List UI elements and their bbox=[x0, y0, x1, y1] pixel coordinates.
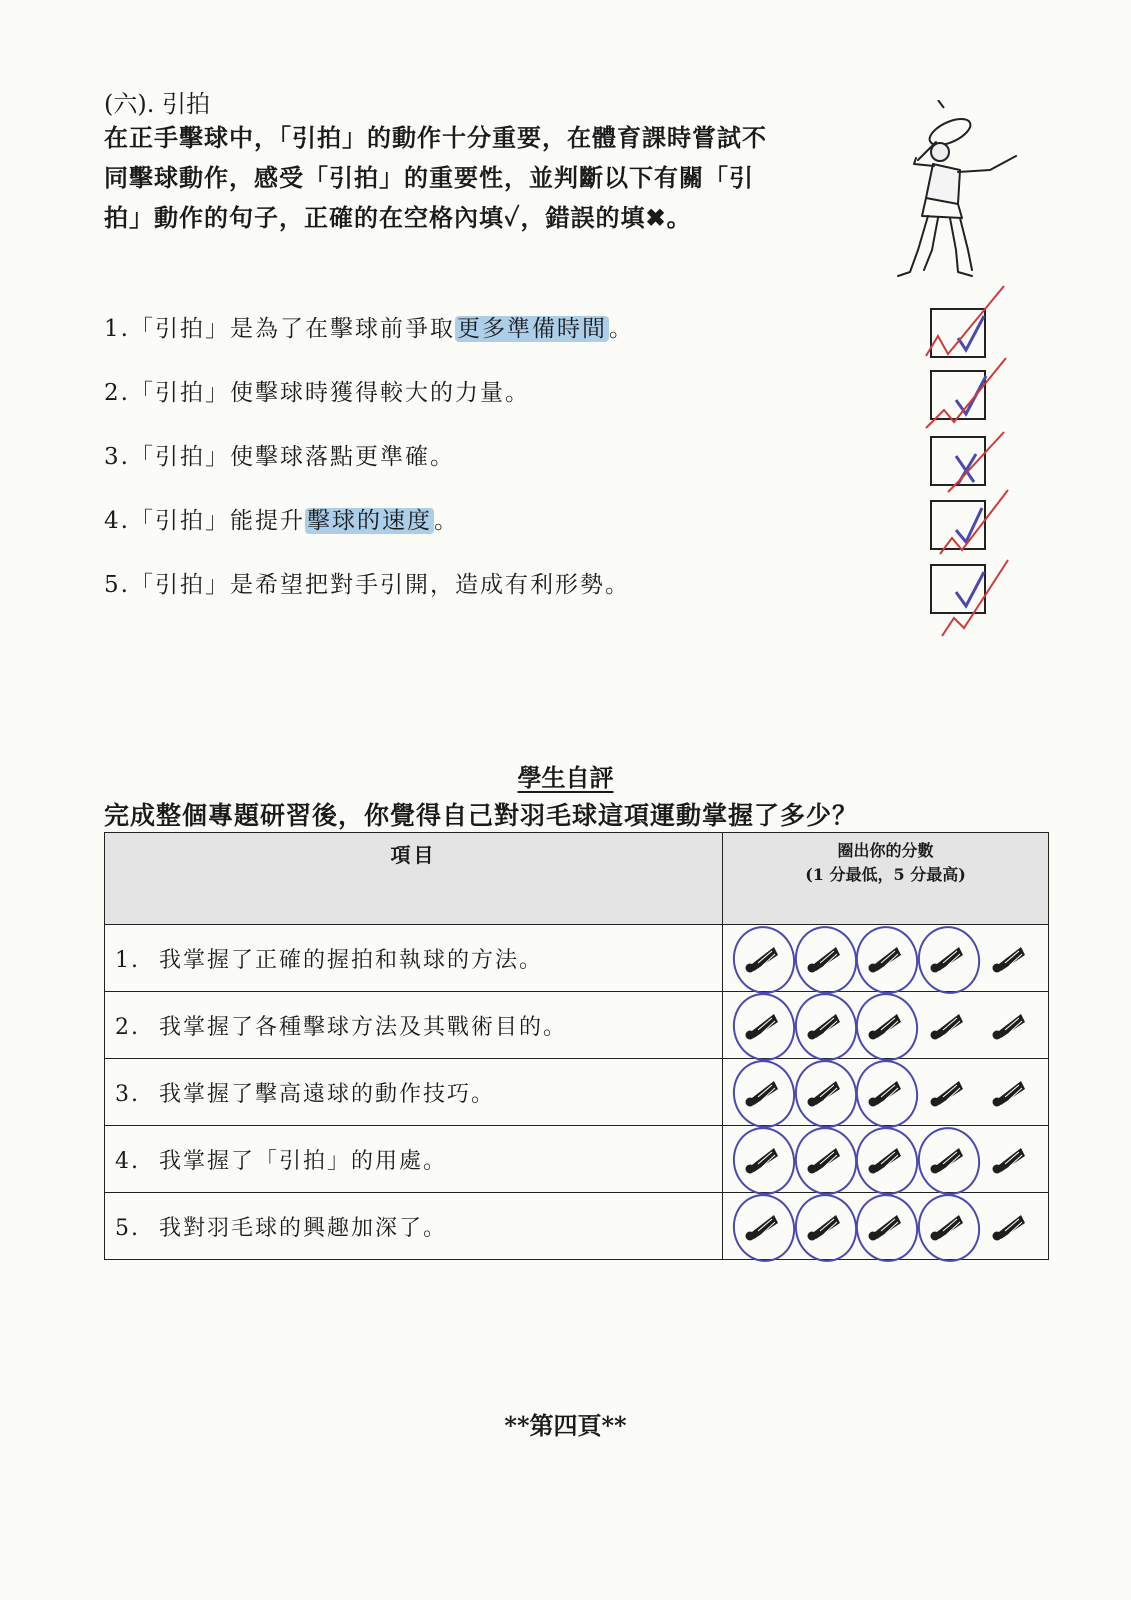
shuttlecock-score-3[interactable] bbox=[860, 1062, 910, 1122]
self-eval-heading: 學生自評 bbox=[517, 763, 614, 792]
eval-item-number: 3. bbox=[115, 1081, 140, 1107]
shuttlecock-score-1[interactable] bbox=[737, 1196, 787, 1256]
score-cell bbox=[723, 1059, 1049, 1126]
intro-line: 同擊球動作，感受「引拍」的重要性，並判斷以下有關「引 bbox=[104, 163, 754, 192]
col-header-item: 項目 bbox=[105, 833, 723, 925]
eval-item-text: 我掌握了「引拍」的用處。 bbox=[159, 1148, 448, 1174]
self-eval-table bbox=[104, 832, 1049, 1260]
shuttlecock-score-5[interactable] bbox=[984, 1196, 1034, 1256]
col-header-score: 圈出你的分數 (1 分最低，5 分最高) bbox=[723, 833, 1049, 925]
shuttlecock-score-2[interactable] bbox=[799, 928, 849, 988]
shuttlecock-score-2[interactable] bbox=[799, 1196, 849, 1256]
score-cell bbox=[723, 925, 1049, 992]
shuttlecock-icon bbox=[929, 1077, 965, 1107]
section-title: (六). 引拍 bbox=[104, 90, 210, 118]
shuttlecock-icon bbox=[991, 1010, 1027, 1040]
shuttlecock-score-3[interactable] bbox=[860, 1129, 910, 1189]
score-circle bbox=[788, 987, 863, 1066]
shuttlecock-score-3[interactable] bbox=[860, 995, 910, 1055]
shuttlecock-score-1[interactable] bbox=[737, 928, 787, 988]
intro-text bbox=[104, 118, 884, 238]
shuttlecock-score-1[interactable] bbox=[737, 1129, 787, 1189]
eval-item-number: 1. bbox=[115, 947, 140, 973]
statement-5: 5.「引拍」是希望把對手引開，造成有利形勢。 bbox=[104, 572, 630, 598]
shuttlecock-score-4[interactable] bbox=[922, 1062, 972, 1122]
shuttlecock-icon bbox=[991, 943, 1027, 973]
score-cell bbox=[723, 992, 1049, 1059]
score-circle bbox=[850, 987, 925, 1066]
eval-item bbox=[105, 925, 723, 992]
statement-1: 1.「引拍」是為了在擊球前爭取更多準備時間。 bbox=[104, 316, 634, 342]
score-circle bbox=[788, 1188, 863, 1267]
shuttlecock-score-2[interactable] bbox=[799, 1062, 849, 1122]
score-circle bbox=[850, 1121, 925, 1200]
shuttlecock-score-5[interactable] bbox=[984, 1062, 1034, 1122]
shuttlecock-icon bbox=[991, 1211, 1027, 1241]
score-circle bbox=[788, 920, 863, 999]
score-circle bbox=[850, 920, 925, 999]
statement-4: 4.「引拍」能提升擊球的速度。 bbox=[104, 508, 459, 534]
red-check-icon bbox=[942, 560, 1008, 636]
eval-item bbox=[105, 1126, 723, 1193]
shuttlecock-score-4[interactable] bbox=[922, 928, 972, 988]
score-circle bbox=[788, 1121, 863, 1200]
check-mark-icon bbox=[956, 572, 984, 606]
shuttlecock-score-2[interactable] bbox=[799, 995, 849, 1055]
table-row bbox=[105, 1193, 1049, 1260]
eval-item-number: 4. bbox=[115, 1148, 140, 1174]
score-circle bbox=[726, 1188, 801, 1267]
score-circle bbox=[850, 1188, 925, 1267]
score-circle bbox=[726, 1054, 801, 1133]
eval-item bbox=[105, 1193, 723, 1260]
shuttlecock-score-2[interactable] bbox=[799, 1129, 849, 1189]
shuttlecock-score-3[interactable] bbox=[860, 928, 910, 988]
eval-item-number: 5. bbox=[115, 1215, 140, 1241]
score-cell bbox=[723, 1126, 1049, 1193]
intro-line: 在正手擊球中，「引拍」的動作十分重要，在體育課時嘗試不 bbox=[104, 123, 767, 152]
eval-item bbox=[105, 992, 723, 1059]
page-number: **第四頁** bbox=[504, 1411, 627, 1440]
shuttlecock-score-5[interactable] bbox=[984, 928, 1034, 988]
score-circle bbox=[912, 1121, 987, 1200]
statement-3: 3.「引拍」使擊球落點更準確。 bbox=[104, 444, 455, 470]
eval-item-text: 我掌握了各種擊球方法及其戰術目的。 bbox=[159, 1014, 568, 1040]
score-circle bbox=[726, 987, 801, 1066]
score-cell bbox=[723, 1193, 1049, 1260]
score-circle bbox=[726, 920, 801, 999]
shuttlecock-score-4[interactable] bbox=[922, 1129, 972, 1189]
score-circle bbox=[912, 920, 987, 999]
score-circle bbox=[788, 1054, 863, 1133]
shuttlecock-score-1[interactable] bbox=[737, 1062, 787, 1122]
shuttlecock-score-3[interactable] bbox=[860, 1196, 910, 1256]
statement-highlight: 擊球的速度 bbox=[306, 508, 432, 534]
score-circle bbox=[912, 1188, 987, 1267]
badminton-player-illustration bbox=[878, 100, 1038, 285]
eval-item-text: 我掌握了擊高遠球的動作技巧。 bbox=[159, 1081, 496, 1107]
statement-highlight: 更多準備時間 bbox=[456, 316, 607, 342]
shuttlecock-score-4[interactable] bbox=[922, 995, 972, 1055]
table-row bbox=[105, 992, 1049, 1059]
shuttlecock-score-4[interactable] bbox=[922, 1196, 972, 1256]
table-row bbox=[105, 1059, 1049, 1126]
shuttlecock-score-1[interactable] bbox=[737, 995, 787, 1055]
answer-box-5[interactable] bbox=[930, 564, 986, 614]
shuttlecock-icon bbox=[991, 1077, 1027, 1107]
shuttlecock-score-5[interactable] bbox=[984, 1129, 1034, 1189]
table-row bbox=[105, 925, 1049, 992]
shuttlecock-icon bbox=[991, 1144, 1027, 1174]
statement-2: 2.「引拍」使擊球時獲得較大的力量。 bbox=[104, 380, 530, 406]
score-circle bbox=[726, 1121, 801, 1200]
shuttlecock-icon bbox=[929, 1010, 965, 1040]
eval-item-number: 2. bbox=[115, 1014, 140, 1040]
intro-line: 拍」動作的句子，正確的在空格內填✓，錯誤的填✖。 bbox=[104, 203, 692, 232]
shuttlecock-score-5[interactable] bbox=[984, 995, 1034, 1055]
eval-item-text: 我掌握了正確的握拍和執球的方法。 bbox=[159, 947, 544, 973]
eval-item bbox=[105, 1059, 723, 1126]
eval-item-text: 我對羽毛球的興趣加深了。 bbox=[159, 1215, 448, 1241]
table-row bbox=[105, 1126, 1049, 1193]
self-eval-question: 完成整個專題研習後，你覺得自己對羽毛球這項運動掌握了多少？ bbox=[104, 801, 859, 830]
score-circle bbox=[850, 1054, 925, 1133]
